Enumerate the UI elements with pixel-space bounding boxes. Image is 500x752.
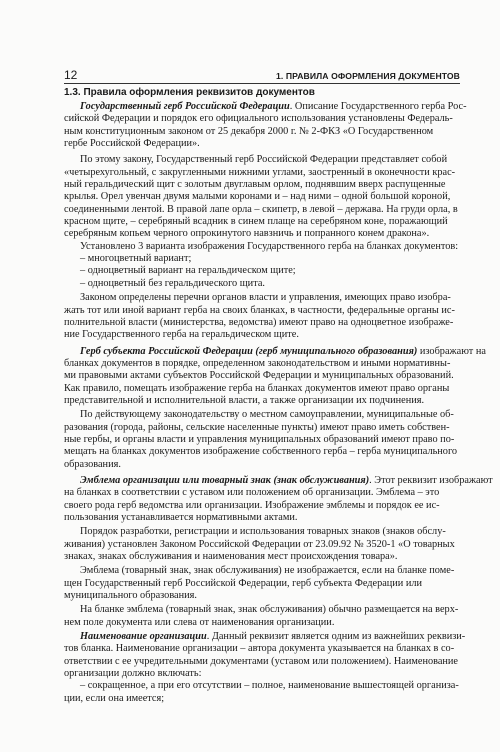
text-line: ответствии с ее учредительными документами (уставом или положением). Наименование (64, 655, 458, 667)
text-line: Порядок разработки, регистрации и использования товарных знаков (знаков обслу- (80, 526, 446, 538)
text-line: «четырехугольный, с закругленными нижними углами, заостренный в оконечности крас- (64, 166, 456, 178)
text-line: Законом определены перечни органов власти и управления, имеющих право изобра- (80, 292, 451, 304)
text-line: Государственный герб Российской Федерации. Описание Государственного герба Рос- (80, 101, 467, 112)
text-line: красном щите, – серебряный всадник в синем плаще на серебряном коне, поражающий (64, 216, 448, 228)
text-line: Эмблема (товарный знак, знак обслуживания) не изображается, если на бланке поме- (80, 565, 455, 577)
text-line: разования (города, районы, сельские населенные пункты) имеют право иметь собствен- (64, 421, 450, 433)
text-line: представительной и исполнительной власти, а также организации их подчинения. (64, 394, 425, 406)
text-line: Наименование организации. Данный реквизит является одним из важнейших реквизи- (80, 631, 466, 643)
text-line: По действующему законодательству о местном самоуправлении, муниципальные об- (80, 409, 454, 421)
text-line: тов бланка. Наименование организации – автора документа указывается на бланках в со- (64, 643, 455, 655)
section-title: 1.3. Правила оформления реквизитов документов (64, 87, 315, 98)
list-item: – многоцветный вариант; (80, 253, 192, 265)
header-rule (64, 83, 460, 84)
term-lead: Государственный герб Российской Федерации (80, 101, 290, 112)
text-line: Эмблема организации или товарный знак (знак обслуживания). Этот реквизит изображают (80, 474, 493, 486)
text-line: Как правило, помещать изображение герба на бланках документов имеют право органы (64, 382, 450, 394)
text-line: своего рода герб ведомства или организации. Изображение эмблемы и порядок ее ис- (64, 499, 440, 511)
text-line: бланках документов в порядке, определенном законодательством и иными нормативны- (64, 357, 451, 369)
body-text (64, 101, 493, 705)
text-line: пользования устанавливается нормативными актами. (64, 512, 298, 523)
text-line: нем поле документа или слева от наименования организации. (64, 616, 335, 628)
running-head (64, 68, 460, 82)
text-line: полнительной власти (министерства, ведомства) имеют право на одноцветное изображе- (64, 316, 454, 328)
text-line: ный геральдический щит с золотым двуглавым орлом, поднявшим вверх распущенные (64, 179, 446, 191)
text-line: крылья. Орел увенчан двумя малыми коронами и – над ними – одной большой короной, (64, 191, 451, 203)
page-number: 12 (64, 68, 78, 82)
running-title: 1. ПРАВИЛА ОФОРМЛЕНИЯ ДОКУМЕНТОВ (276, 71, 460, 81)
text-line: ным конституционным законом от 25 декабря 2000 г. № 2-ФКЗ «О Государственном (64, 125, 434, 137)
term-lead: Эмблема организации или товарный знак (знак обслуживания) (80, 474, 370, 486)
text-line: щен Государственный герб Российской Федерации, герб субъекта Федерации или (64, 577, 423, 589)
text-line: организации должно включать: (64, 668, 202, 680)
text-line: ные гербы, и органы власти и управления муниципальных образований имеют право по- (64, 433, 455, 445)
text-line: ние Государственного герба на геральдическом щите. (64, 329, 299, 341)
text-line: мещать на бланках документов изображение собственного герба – герба муниципального (64, 446, 458, 458)
text-line: соединенными лентой. В правой лапе орла – скипетр, в левой – держава. На груди орла, в (64, 203, 458, 215)
text-line: По этому закону, Государственный герб Российской Федерации представляет собой (80, 154, 448, 166)
text-line: ции, если она имеется; (64, 692, 165, 704)
text-line: серебряным копьем черного опрокинутого навзничь и попранного конем дракона». (64, 228, 430, 240)
text-line: на бланках в соответствии с уставом или положением об организации. Эмблема – это (64, 487, 440, 499)
list-item: – одноцветный вариант на геральдическом щите; (80, 265, 296, 277)
text-line: На бланке эмблема (товарный знак, знак обслуживания) обычно размещается на верх- (80, 604, 459, 616)
text-line: знаках, знаках обслуживания и наименования мест происхождения товара». (64, 551, 398, 563)
text-line: сийской Федерации и порядок его официального использования установлены Федераль- (64, 113, 453, 125)
text-line: живания) установлен Законом Российской Федерации от 23.09.92 № 3520-1 «О товарных (64, 538, 455, 550)
text-line: Герб субъекта Российской Федерации (герб муниципального образования) изображают на (80, 345, 486, 357)
text-line: Установлено 3 варианта изображения Государственного герба на бланках документов: (80, 240, 459, 252)
list-item: – сокращенное, а при его отсутствии – полное, наименование вышестоящей организа- (80, 680, 459, 692)
term-lead: Герб субъекта Российской Федерации (герб муниципального образования) (80, 345, 418, 357)
text-line: жать тот или иной вариант герба на своих бланках, в частности, федеральные органы ис- (64, 304, 455, 316)
text-line: муниципального образования. (64, 590, 197, 602)
list-item: – одноцветный без геральдического щита. (80, 277, 265, 289)
text-line: образования. (64, 458, 121, 470)
term-lead: Наименование организации (80, 631, 207, 643)
text-line: ми правовыми актами субъектов Российской Федерации и муниципальных образований. (64, 370, 454, 382)
text-line: гербе Российской Федерации». (64, 138, 200, 150)
